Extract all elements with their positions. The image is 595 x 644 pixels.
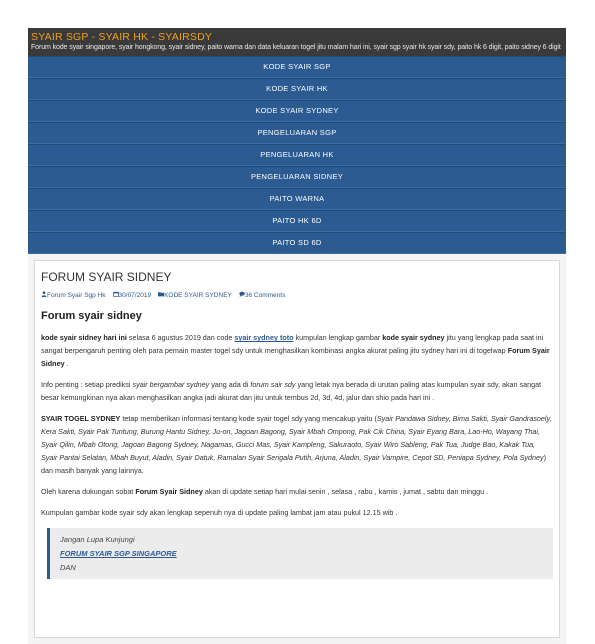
post-comments-label[interactable]: 36 Comments <box>244 292 286 299</box>
p4-text-2: akan di update setiap hari mulai senin , selasa , rabu , kamis , jumat , sabtu dan minggu . <box>202 487 489 496</box>
menu-item-paito-warna[interactable]: PAITO WARNA <box>28 188 566 210</box>
post-article <box>34 260 560 638</box>
post-heading: Forum syair sidney <box>41 310 142 322</box>
syair-sydney-toto-link[interactable]: syair sydney toto <box>234 333 294 342</box>
p3-text-2: ) dan masih banyak yang lainnya. <box>41 453 546 475</box>
p1-text-2: kumpulan lengkap gambar <box>293 333 383 342</box>
p1-text-1: selasa 6 agustus 2019 dan code <box>126 333 235 342</box>
post-category-label[interactable]: KODE SYAIR SYDNEY <box>164 292 232 299</box>
page-wrapper <box>28 28 566 644</box>
menu-item-pengeluaran-hk[interactable]: PENGELUARAN HK <box>28 144 566 166</box>
p2-text-1: Info penting : setiap prediksi <box>41 380 133 389</box>
p3-text-1: tetap memberikan informasi tentang kode syair togel sdy yang mencakup yaitu ( <box>120 414 377 423</box>
menu-item-kode-syair-sgp[interactable]: KODE SYAIR SGP <box>28 56 566 78</box>
site-header <box>28 28 566 56</box>
p4-text-1: Oleh karena dukungan sobat <box>41 487 136 496</box>
p4-bold-1: Forum Syair Sidney <box>135 487 203 496</box>
menu-item-kode-syair-sydney[interactable]: KODE SYAIR SYDNEY <box>28 100 566 122</box>
menu-item-kode-syair-hk[interactable]: KODE SYAIR HK <box>28 78 566 100</box>
site-description: Forum kode syair singapore, syair hongkong, syair sidney, paito warna dan data keluaran togel jitu malam hari ini, syair sgp syair hk syair sdy, paito hk 6 digit, paito sidney 6 digit <box>31 44 561 51</box>
menu-item-paito-sd-6d[interactable]: PAITO SD 6D <box>28 232 566 254</box>
p1-bold-3: Forum Syair Sidney <box>41 346 550 368</box>
p2-text-3: yang letak nya berada di urutan paling atas kumpulan syair sdy, akan sangat besar kemungkinan nya akan menghasilkan angka jadi akurat dan jitu untuk tembus 2d, 3d, 4d, jalur dan shio pada hari ini . <box>41 380 542 402</box>
forum-syair-sgp-link[interactable]: FORUM SYAIR SGP SINGAPORE <box>60 549 177 558</box>
p3-bold-1: SYAIR TOGEL SYDNEY <box>41 414 121 423</box>
quote-line-3: DAN <box>60 563 76 572</box>
post-date-label: 30/07/2019 <box>118 292 152 299</box>
paragraph-4 <box>41 485 553 498</box>
post-comments[interactable] <box>239 291 285 299</box>
menu-item-pengeluaran-sgp[interactable]: PENGELUARAN SGP <box>28 122 566 144</box>
post-date <box>113 291 152 299</box>
paragraph-5: Kumpulan gambar kode syair sdy akan lengkap sepenuh nya di update paling lambat jam atau pukul 12.15 wib . <box>41 508 398 517</box>
p2-italic-2: forum sair sdy <box>250 380 296 389</box>
menu-item-pengeluaran-sidney[interactable]: PENGELUARAN SIDNEY <box>28 166 566 188</box>
p3-italic-list: Syair Pandawa Sidney, Bima Sakti, Syair Gandrasoely, Kera Sakti, Syair Pak Tuntung, Burung Hantu Sidney, Ju-on, Jagoan Bagong, Syair Mbah Ompong, Pak Cik China, Syair Eyang Bara, Lao-Ho, Wayang Thai, Syair Qilin, Mbah Otong, Jagoan Bagong Sydney, Nagamas, Gucci Mas, Syair Kampleng, Sakuraoto, Syair Wiro Sableng, Pak Tua, Judge Bao, Kakak Tua, Syair Pantai Selatan, Mbah Buyut, Aladin, Syair Datuk, Ramalan Syair Serigala Putih, Arjuna, Aladin, Syair Vampire, Cepot SD, Peniapa Sydney, Pola Sydney <box>41 414 552 462</box>
site-title[interactable]: SYAIR SGP - SYAIR HK - SYAIRSDY <box>31 31 213 43</box>
paragraph-3 <box>41 412 553 477</box>
p1-text-4: . <box>64 359 69 368</box>
post-meta <box>41 291 553 299</box>
menu-item-paito-hk-6d[interactable]: PAITO HK 6D <box>28 210 566 232</box>
p1-text-3: jitu yang lengkap pada saat ini sangat berpengaruh penting oleh para pemain master togel sdy untuk menghasilkan kombinasi angka akurat paling jitu sydney hari ini di togelwap <box>41 333 544 355</box>
paragraph-2 <box>41 378 553 404</box>
blockquote <box>47 528 553 579</box>
post-author-label[interactable]: Forum Syair Sgp Hk <box>47 292 106 299</box>
paragraph-1 <box>41 331 553 370</box>
p2-text-2: yang ada di <box>209 380 251 389</box>
content-area <box>28 254 566 644</box>
main-menu <box>28 56 566 254</box>
post-title: FORUM SYAIR SIDNEY <box>41 270 172 284</box>
p1-bold-2: kode syair sydney <box>382 333 445 342</box>
post-author[interactable] <box>41 291 106 299</box>
p2-italic-1: syair bergambar sydney <box>132 380 210 389</box>
quote-line-1: Jangan Lupa Kunjungi <box>60 535 135 544</box>
post-category[interactable] <box>158 291 232 299</box>
p1-bold-1: kode syair sidney hari ini <box>41 333 127 342</box>
